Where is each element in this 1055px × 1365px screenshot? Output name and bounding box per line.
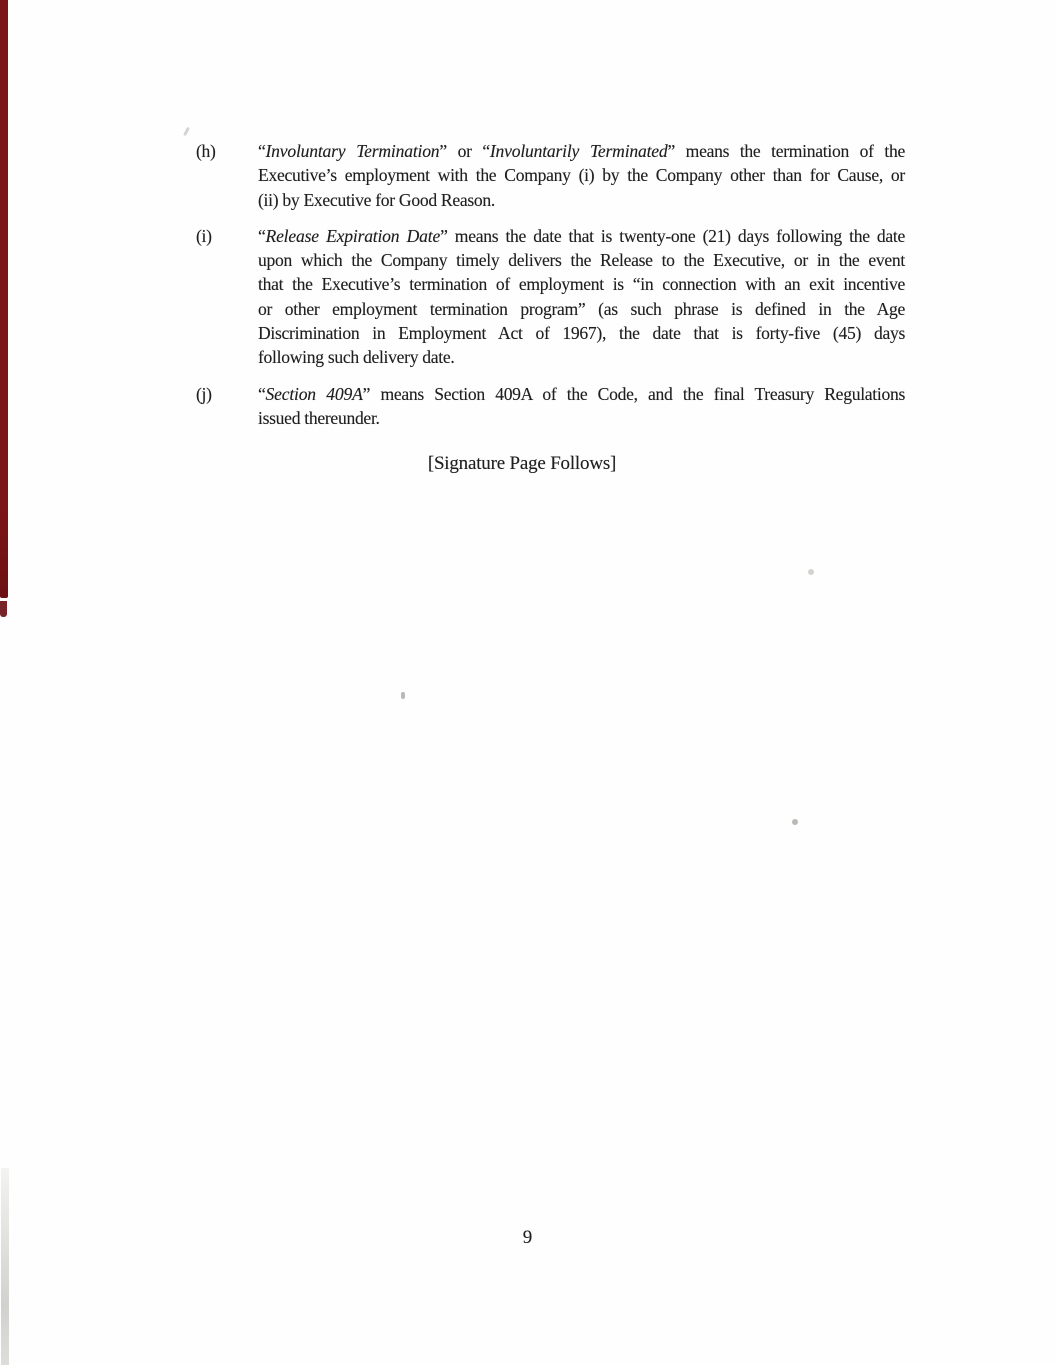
definition-line: following such delivery date. bbox=[258, 347, 455, 368]
scan-speck bbox=[792, 819, 798, 825]
definition-line: (ii) by Executive for Good Reason. bbox=[258, 189, 496, 210]
definition-line: Executive’s employment with the Company (i) by the Company other than for Cause, or bbox=[258, 165, 905, 186]
definition-label: (h) bbox=[196, 141, 216, 161]
definition-label: (i) bbox=[196, 225, 212, 246]
definition-line: Discrimination in Employment Act of 1967), the date that is forty-five (45) days bbox=[258, 323, 905, 344]
scan-speck bbox=[183, 127, 190, 136]
definition-line: “Section 409A” means Section 409A of the Code, and the final Treasury Regulations bbox=[258, 383, 906, 404]
definition-paragraph bbox=[196, 224, 905, 370]
scan-edge-red-bar-tip bbox=[0, 601, 7, 617]
scan-speck bbox=[401, 692, 405, 699]
definition-paragraph bbox=[196, 382, 905, 431]
definitions-list bbox=[196, 139, 905, 442]
definition-line: “Release Expiration Date” means the date that is twenty-one (21) days following the date bbox=[258, 225, 906, 246]
definition-label: (j) bbox=[196, 383, 212, 404]
scan-edge-gray-shadow bbox=[1, 1168, 9, 1365]
definition-line: issued thereunder. bbox=[258, 407, 380, 428]
scan-speck bbox=[808, 569, 814, 575]
definition-line: upon which the Company timely delivers the Release to the Executive, or in the event bbox=[258, 250, 905, 271]
signature-page-note: [Signature Page Follows] bbox=[427, 453, 617, 474]
definition-line: or other employment termination program” (as such phrase is defined in the Age bbox=[258, 298, 905, 319]
definition-line: that the Executive’s termination of employment is “in connection with an exit incentive bbox=[258, 274, 905, 295]
page-number: 9 bbox=[522, 1227, 533, 1248]
definition-line: “Involuntary Termination” or “Involuntarily Terminated” means the termination of the bbox=[258, 141, 906, 161]
scan-edge-red-bar bbox=[0, 0, 8, 598]
definition-paragraph bbox=[196, 139, 905, 212]
